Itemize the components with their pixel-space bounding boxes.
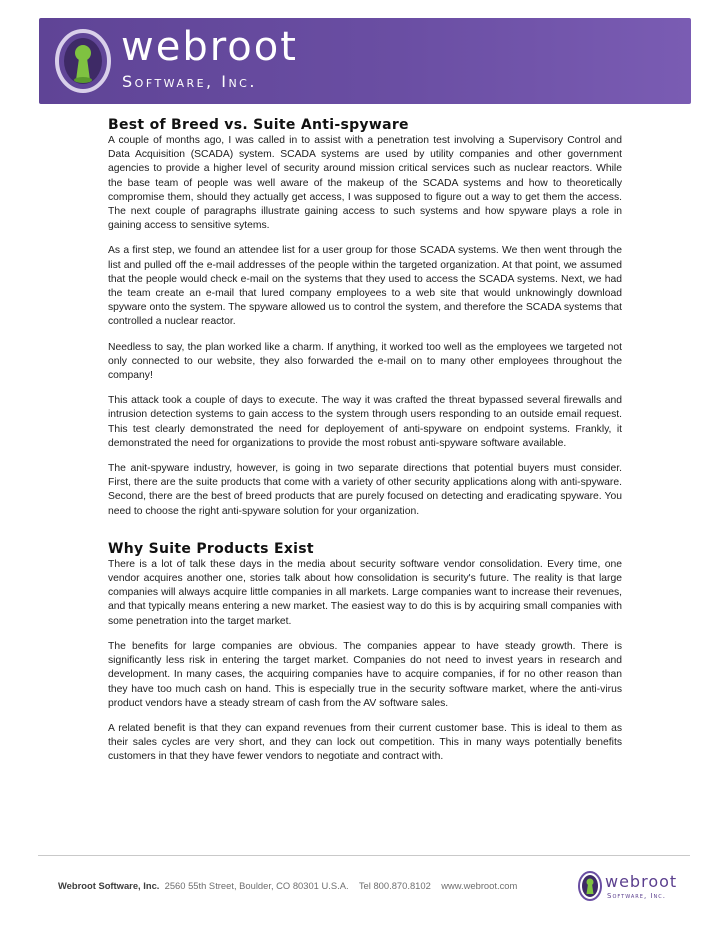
paragraph: A related benefit is that they can expand revenues from their current customer base. This is ideal to them as their sales cycles are very short, and they can lock out competition. This in many ways potentially benefits customers in that they have fewer vendors to negotiate and contract with. [108,722,622,763]
paragraph: There is a lot of talk these days in the media about security software vendor consolidation. Every time, one vendor acquires another one, stories talk about how consolidation is security's future. The reality is that large companies will always acquire little companies in all markets. Large companies want to increase their revenues, and that typically means entering a new market. The easiest way to do this is by acquiring small companies with some penetration into the target market. [108,558,622,627]
footer-brand-subtitle: Software, Inc. [607,892,666,900]
keyhole-logo-icon [53,28,113,94]
header-banner [39,18,691,104]
article-body [108,117,622,776]
footer-company: Webroot Software, Inc. [58,880,160,891]
paragraph: The anit-spyware industry, however, is going in two separate directions that potential buyers must consider. First, there are the suite products that come with a variety of other security applications along with anti-spyware. Second, there are the best of breed products that are purely focused on detecting and eradicating spyware. You need to choose the right anti-spyware solution for your organization. [108,463,622,517]
keyhole-logo-icon [577,870,603,902]
paragraph: The benefits for large companies are obvious. The companies appear to have steady growth. There is significantly less risk in entering the target market. Companies do not need to invest years in research and development. In many cases, the acquiring companies have to acquire companies, if for no other reason than they have too much cash on hand. This is especially true in the security software market, where the anti-virus product vendors have a steady stream of cash from the AV software sales. [108,640,622,709]
footer-divider [38,855,690,856]
paragraph: A couple of months ago, I was called in to assist with a penetration test involving a Supervisory Control and Data Acquisition (SCADA) system. SCADA systems are used by utility companies and other government agencies to provide a higher level of security around mission critical services such as nuclear reactors. While the base team of people was well aware of the makeup of the SCADA systems and how to theoretically compromise them, should they actually get access, I was supposed to figure out a way to get them the access. The next couple of paragraphs illustrate gaining access to such systems and how spyware plays a role in gaining access to sensitive sytems. [108,135,622,232]
paragraph: As a first step, we found an attendee list for a user group for those SCADA systems. We then went through the list and pulled off the e-mail addresses of the people within the targeted organization. At that point, we assumed that the people would check e-mail on the systems that they used to access the SCADA systems. Next, we had the team create an e-mail that lured company employees to a web site that would unknowingly download spyware onto the system. The spyware allowed us to control the system, and therefore the SCADA systems that controlled a nuclear reactor. [108,245,622,328]
section-heading: Best of Breed vs. Suite Anti-spyware [108,117,409,133]
brand-subtitle: Software, Inc. [122,72,257,91]
brand-name: webroot [121,24,298,70]
footer-website[interactable]: www.webroot.com [441,880,518,891]
footer-logo [577,870,687,906]
footer-phone: Tel 800.870.8102 [358,880,431,891]
section-heading: Why Suite Products Exist [108,540,314,557]
footer-contact [58,880,517,891]
paragraph: Needless to say, the plan worked like a charm. If anything, it worked too well as the employees we targeted not only connected to our website, they also forwarded the e-mail on to many other employees throughout the company! [108,341,622,382]
footer-brand-name: webroot [605,872,678,891]
paragraph: This attack took a couple of days to execute. The way it was crafted the threat bypassed several firewalls and intrusion detection systems to gain access to the system through users responding to an outside email request. This test clearly demonstrated the need for deployement of anti-spyware on endpoint systems. Frankly, it demonstrated the need for organizations to provide the most robust anti-spyware software available. [108,395,622,449]
footer-address: 2560 55th Street, Boulder, CO 80301 U.S.A. [164,880,349,891]
